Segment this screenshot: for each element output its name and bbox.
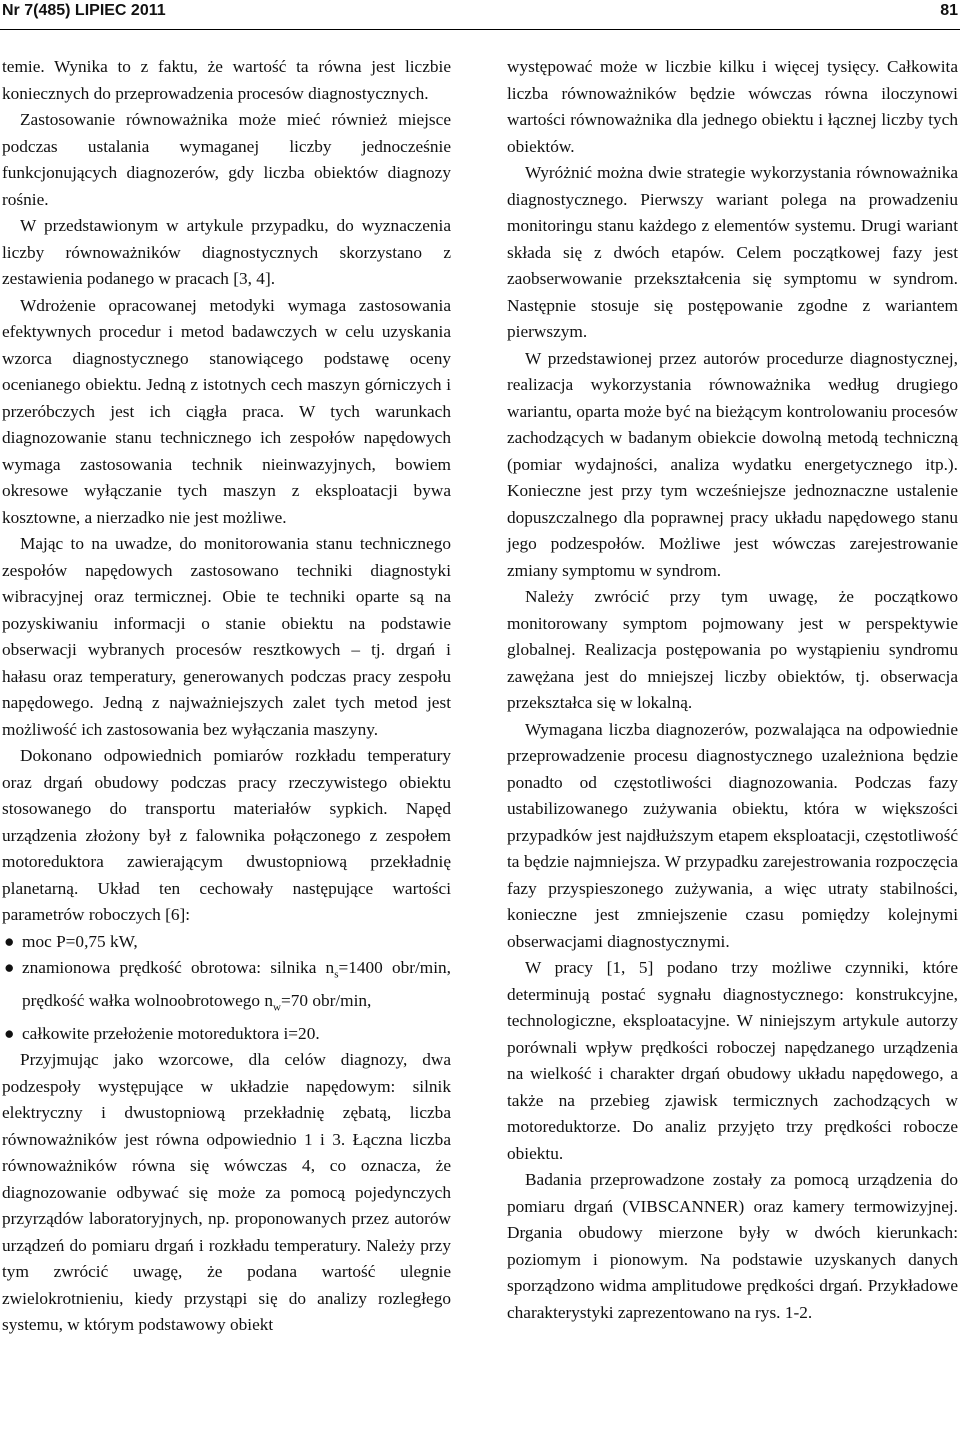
page-number: 81: [940, 2, 958, 19]
list-item-text: znamionowa prędkość obrotowa: silnika n: [22, 958, 335, 977]
paragraph: Należy zwrócić przy tym uwagę, że początkowo monitorowany symptom pojmowany jest w perspektywie globalnej. Realizacja postępowania po wystąpieniu syndromu zawężana jest do mniejszej liczby obiektów, tj. obserwacja przekształca się w lokalną.: [507, 587, 958, 712]
paragraph: występować może w liczbie kilku i więcej tysięcy. Całkowita liczba równoważników będzie wówczas równa iloczynowi wartości równoważnika dla jednego obiektu i łącznej liczby tych obiektów.: [507, 57, 958, 156]
bullet-icon: ●: [4, 931, 15, 951]
bullet-icon: ●: [4, 958, 15, 977]
paragraph: W pracy [1, 5] podano trzy możliwe czynniki, które determinują postać sygnału diagnostycznego: konstrukcyjne, technologiczne, eksploatacyjne. W niniejszym artykule autorzy porównali wpływ prędkości roboczej napędzanego urządzenia na wielkość i charakter drgań obudowy układu napędowego, a także na przebieg zjawisk termicznych zachodzących w motoreduktorze. Do analiz przyjęto trzy prędkości robocze obiektu.: [507, 958, 958, 1163]
parameter-list: [2, 929, 451, 1048]
list-item: [2, 1021, 451, 1048]
list-item-text: całkowite przełożenie motoreduktora i=20.: [22, 1023, 320, 1043]
list-item-text: =1400 obr/min, prędkość wałka wolnoobrotowego n: [22, 958, 451, 1010]
paragraph: W przedstawionej przez autorów procedurze diagnostycznej, realizacja wykorzystania równoważnika według drugiego wariantu, oparta może być na bieżącym kontrolowaniu procesów zachodzących w badanym obiekcie dowolną metodą techniczną (pomiar wydajności, analiza wydatku energetycznego itp.). Konieczne jest przy tym wcześniejsze jednoznaczne ustalenie dopuszczalnego dla poprawnej pracy układu napędowego stanu jego podzespołów. Możliwe jest wówczas zarejestrowanie zmiany symptomu w syndrom.: [507, 348, 958, 580]
bullet-icon: ●: [4, 1023, 15, 1043]
paragraph: Wyróżnić można dwie strategie wykorzystania równoważnika diagnostycznego. Pierwszy wariant polega na prowadzeniu monitoringu stanu każdego z elementów systemu. Drugi wariant składa się z dwóch etapów. Celem początkowej fazy jest zaobserwowanie przekształcenia się symptomu w syndrom. Następnie stosuje się postępowanie zgodne z wariantem pierwszym.: [507, 163, 958, 341]
paragraph: Badania przeprowadzone zostały za pomocą urządzenia do pomiaru drgań (VIBSCANNER) oraz kamery termowizyjnej. Drgania obudowy mierzone były w dwóch kierunkach: poziomym i pionowym. Na podstawie uzyskanych danych sporządzono widma amplitudowe prędkości drgań. Przykładowe charakterystyki zaprezentowano na rys. 1-2.: [507, 1170, 958, 1322]
list-item-text: moc P=0,75 kW,: [22, 931, 138, 951]
paragraph: W przedstawionym w artykule przypadku, do wyznaczenia liczby równoważników diagnostycznych skorzystano z zestawienia podanego w pracach [3, 4].: [2, 216, 451, 288]
subscript: s: [334, 968, 339, 981]
paragraph: Dokonano odpowiednich pomiarów rozkładu temperatury oraz drgań obudowy podczas pracy rzeczywistego obiektu stosowanego do transportu materiałów sypkich. Napęd urządzenia złożony był z falownika połączonego z zespołem motoreduktora zawierającym dwustopniową przekładnię planetarną. Układ ten cechowały następujące wartości parametrów roboczych [6]:: [2, 746, 451, 924]
paragraph: Przyjmując jako wzorcowe, dla celów diagnozy, dwa podzespoły występujące w układzie napędowym: silnik elektryczny i dwustopniową przekładnię zębatą, liczba równoważników jest równa odpowiednio 1 i 3. Łączna liczba równoważników równa się wówczas 4, co oznacza, że diagnozowanie odbywać się może za pomocą pojedynczych przyrządów laboratoryjnych, np. proponowanych przez autorów urządzeń do pomiaru drgań i rozkładu temperatury. Należy przy tym zwrócić uwagę, że podana wartość ulegnie zwielokrotnieniu, kiedy przystąpi się do analizy rozległego systemu, w którym podstawowy obiekt: [2, 1050, 451, 1335]
left-column: [2, 54, 451, 1339]
paragraph: temie. Wynika to z faktu, że wartość ta równa jest liczbie koniecznych do przeprowadzenia procesów diagnostycznych.: [2, 57, 451, 103]
paragraph: Mając to na uwadze, do monitorowania stanu technicznego zespołów napędowych zastosowano techniki diagnostyki wibracyjnej oraz termicznej. Obie te techniki oparte są na pozyskiwaniu informacji o stanie obiektu na podstawie obserwacji wybranych procesów resztkowych – tj. drgań i hałasu oraz temperatury, generowanych podczas pracy zespołu napędowego. Jedną z najważniejszych zalet tych metod jest możliwość ich zastosowania bez wyłączania maszyny.: [2, 534, 451, 739]
paragraph: Wdrożenie opracowanej metodyki wymaga zastosowania efektywnych procedur i metod badawczych w celu uzyskania wzorca diagnostycznego stanowiącego podstawę oceny ocenianego obiektu. Jedną z istotnych cech maszyn górniczych i przeróbczych jest ich ciągła praca. W tych warunkach diagnozowanie stanu technicznego ich zespołów napędowych wymaga zastosowania technik nieinwazyjnych, bowiem okresowe wyłączanie tych maszyn z eksploatacji bywa kosztowne, a nierzadko nie jest możliwe.: [2, 295, 451, 527]
paragraph: Wymagana liczba diagnozerów, pozwalająca na odpowiednie przeprowadzenie procesu diagnostycznego uzależniona będzie ponadto od częstotliwości diagnozowania. Podczas fazy ustabilizowanego zużywania obiektu, która w większości przypadków jest najdłuższym etapem eksploatacji, częstotliwość ta będzie najmniejsza. W przypadku zarejestrowania rozpoczęcia fazy przyspieszonego zużywania, a więc utraty stabilności, konieczne jest zmniejszenie czasu pomiędzy kolejnymi obserwacjami diagnostycznymi.: [507, 719, 958, 951]
paragraph: Zastosowanie równoważnika może mieć również miejsce podczas ustalania wymaganej liczby jednocześnie funkcjonujących diagnozerów, gdy liczba obiektów diagnozy rośnie.: [2, 110, 451, 209]
list-item: [2, 929, 451, 956]
list-item: [2, 955, 451, 1021]
right-column: [507, 54, 958, 1326]
issue-label: Nr 7(485) LIPIEC 2011: [2, 2, 166, 19]
subscript: w: [273, 1001, 281, 1014]
running-header: [0, 0, 960, 30]
list-item-text: =70 obr/min,: [280, 990, 372, 1010]
